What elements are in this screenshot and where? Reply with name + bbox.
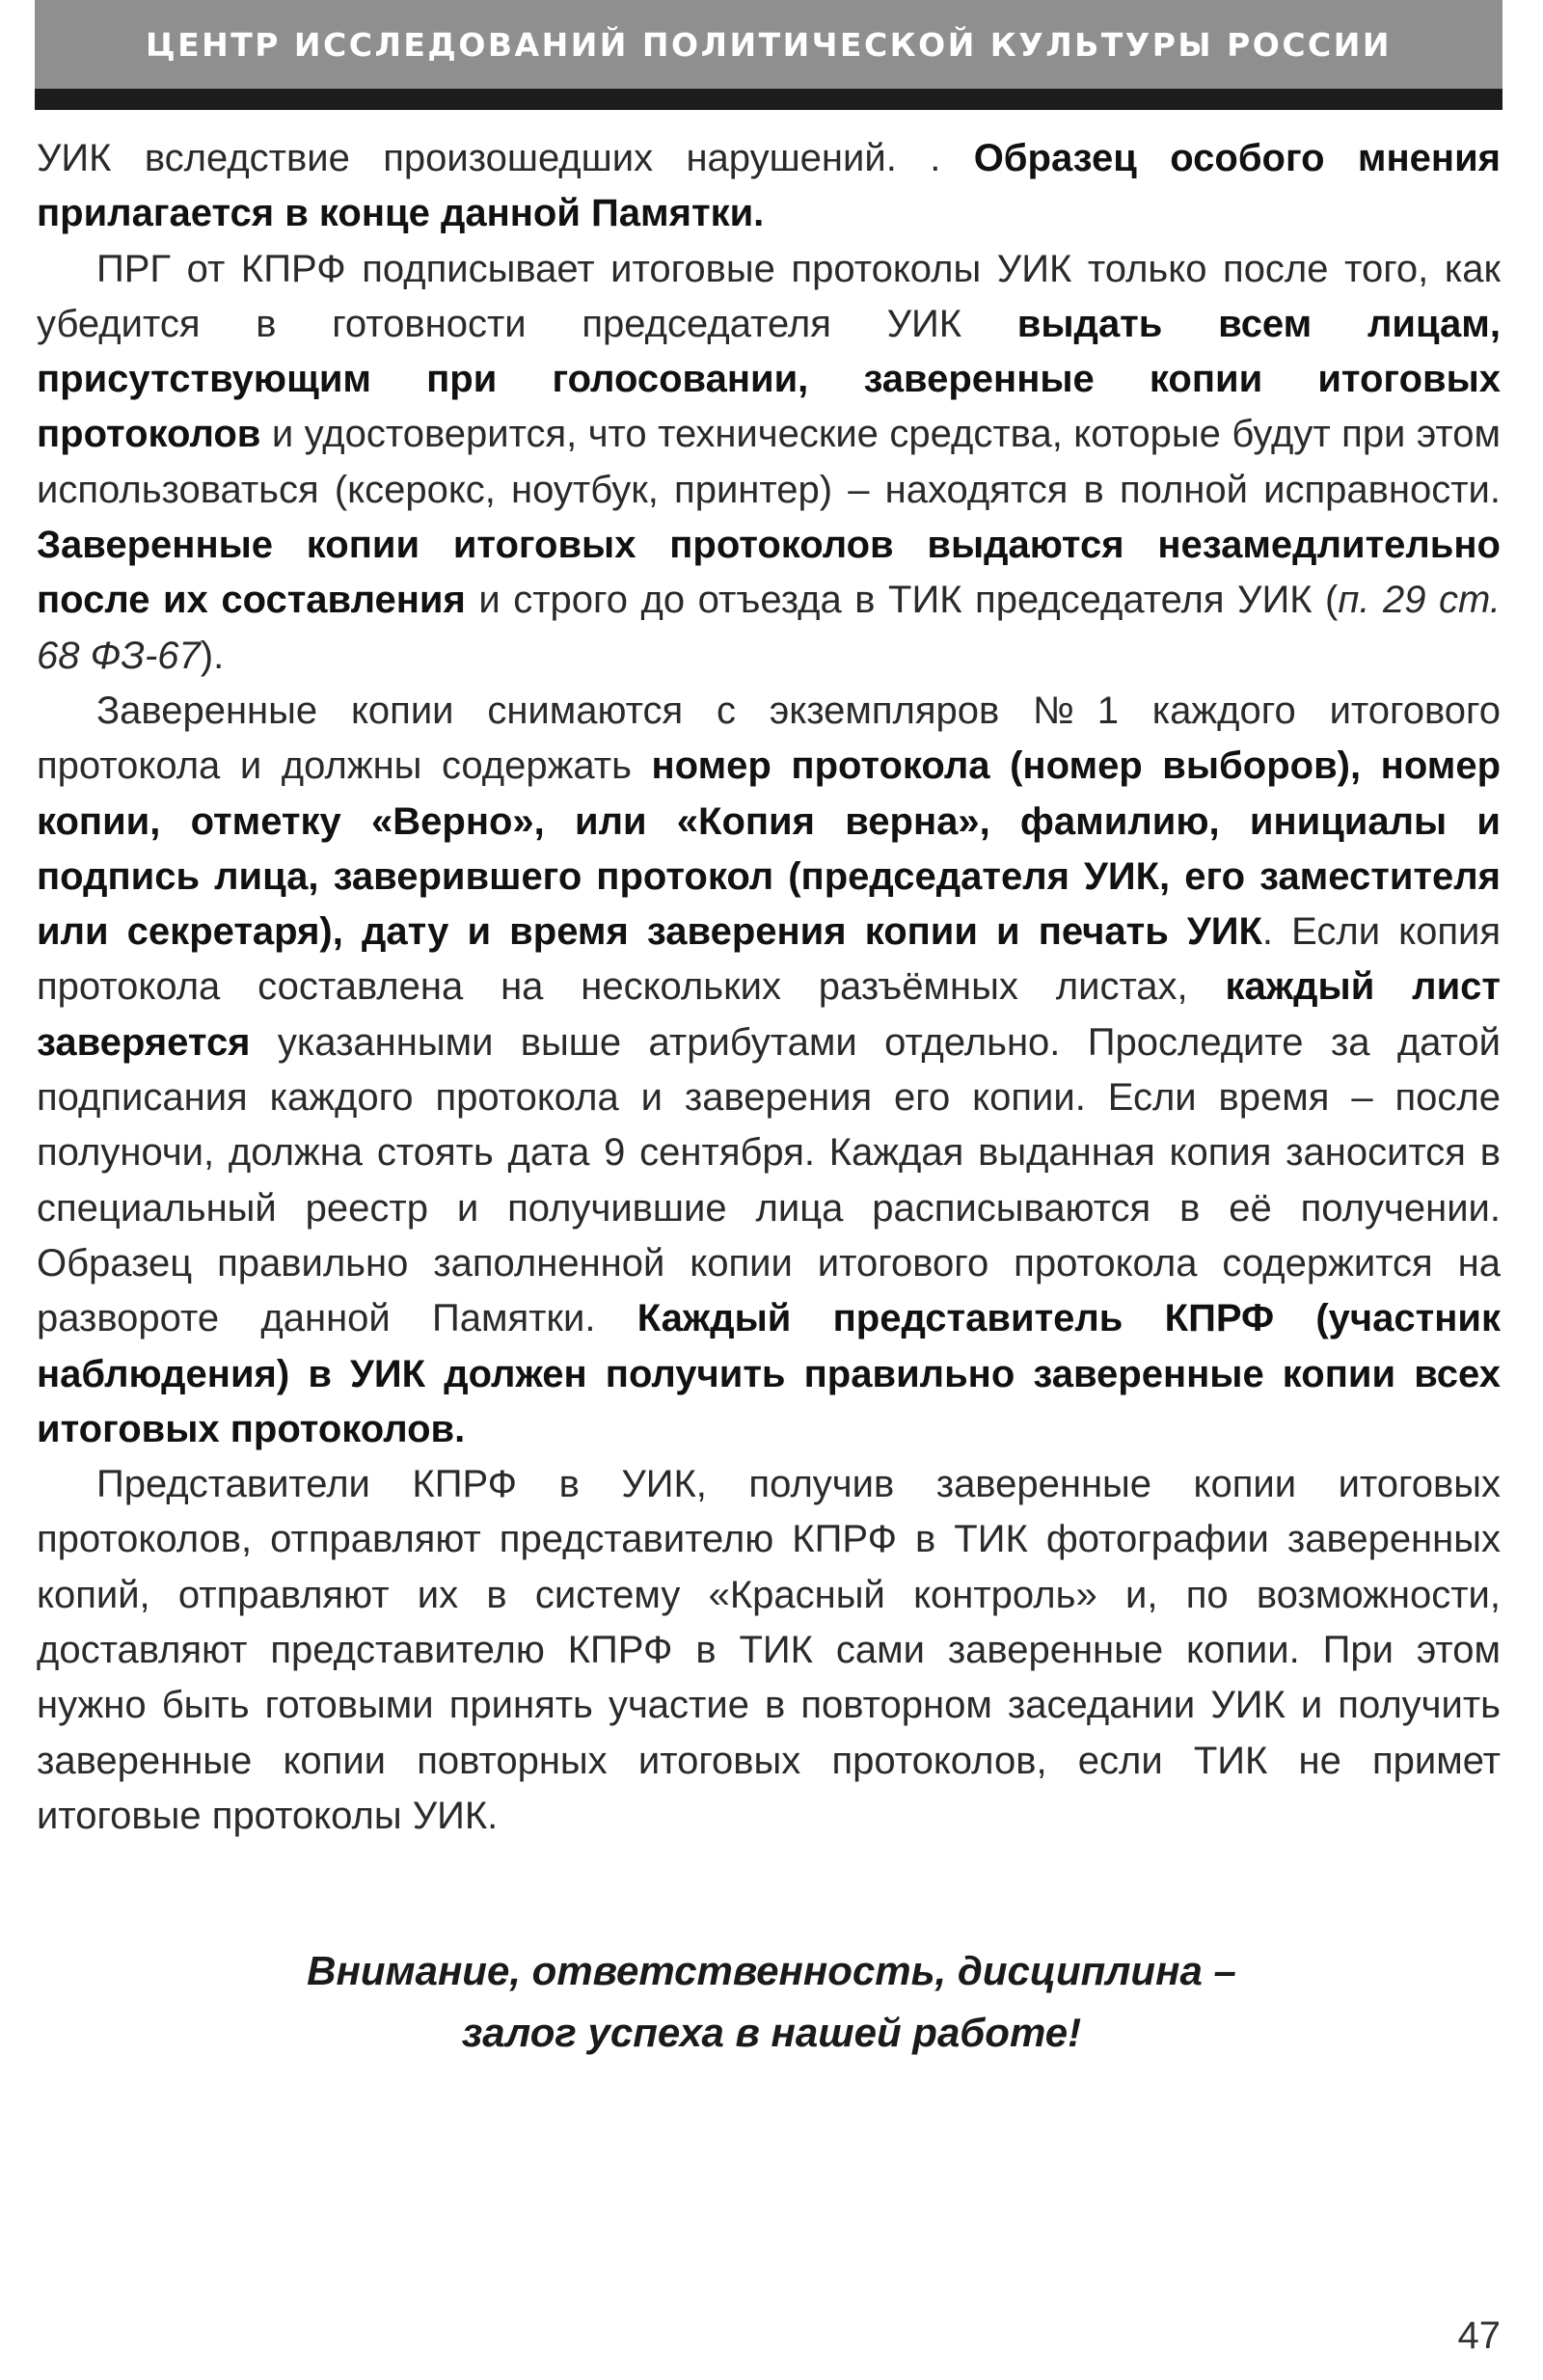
p2-law-reference: п. 29 ст. 68 ФЗ-67: [37, 579, 1502, 677]
p3-text-3: указанными выше атрибутами отдельно. Проследите за датой подписания каждого протокола и заверения его копии. Если время – после полуночи, должна стоять дата 9 сентября. Каждая выданная копия заносится в специальный реестр и получившие лица расписываются в её получении. Образец правильно заполненной копии итогового протокола содержится на развороте данной Памятки.: [37, 1020, 1501, 1340]
p3-bold-2: каждый лист заверяется: [37, 965, 1501, 1064]
p3-bold-3: Каждый представитель КПРФ (участник наблюдения) в УИК должен получить правильно заверенные копии всех итоговых протоколов.: [37, 1297, 1501, 1450]
paragraph-1: [37, 131, 1501, 242]
header-rule: [35, 89, 1502, 110]
p3-text-2: . Если копия протокола составлена на нескольких разъёмных листах,: [37, 910, 1501, 1009]
page-number: 47: [1457, 2314, 1501, 2357]
p2-bold-1: выдать всем лицам, присутствующим при голосовании, заверенные копии итоговых протоколов: [37, 302, 1502, 456]
paragraph-3: [37, 684, 1501, 1457]
header-title: ЦЕНТР ИССЛЕДОВАНИЙ ПОЛИТИЧЕСКОЙ КУЛЬТУРЫ РОССИИ: [145, 25, 1393, 64]
p1-text-1: УИК вследствие произошедших нарушений. .: [37, 137, 974, 179]
p2-text-2: и удостоверится, что технические средства, которые будут при этом использоваться (ксерокс, ноутбук, принтер) – находятся в полной исправности.: [37, 413, 1501, 511]
p2-text-1: ПРГ от КПРФ подписывает итоговые протоколы УИК только после того, как убедится в готовности председателя УИК: [37, 247, 1501, 345]
p2-text-4: ).: [200, 634, 225, 677]
p4-text-1: Представители КПРФ в УИК, получив заверенные копии итоговых протоколов, отправляют представителю КПРФ в ТИК фотографии заверенных копий, отправляют их в систему «Красный контроль» и, по возможности, доставляют представителю КПРФ в ТИК сами заверенные копии. При этом нужно быть готовыми принять участие в повторном заседании УИК и получить заверенные копии повторных итоговых протоколов, если ТИК не примет итоговые протоколы УИК.: [37, 1463, 1501, 1837]
header-band: [35, 0, 1502, 89]
closing-line-2: залог успеха в нашей работе!: [461, 2010, 1082, 2055]
p3-text-1: Заверенные копии снимаются с экземпляров №1 каждого итогового протокола и должны содержать: [37, 689, 1501, 788]
paragraph-4: [37, 1457, 1501, 1844]
closing-slogan: [0, 1940, 1543, 2064]
p2-bold-2: Заверенные копии итоговых протоколов выдаются незамедлительно после их составления: [37, 524, 1501, 622]
p1-bold-1: Образец особого мнения прилагается в конце данной Памятки.: [37, 137, 1501, 235]
body-text: [37, 131, 1501, 1844]
p2-text-3: и строго до отъезда в ТИК председателя УИК (: [465, 579, 1339, 622]
closing-line-1: Внимание, ответственность, дисциплина –: [307, 1948, 1236, 1993]
paragraph-2: [37, 242, 1501, 684]
p3-bold-1: номер протокола (номер выборов), номер копии, отметку «Верно», или «Копия верна», фамилию, инициалы и подпись лица, заверившего протокол (председателя УИК, его заместителя или секретаря), дату и время заверения копии и печать УИК: [37, 744, 1501, 954]
